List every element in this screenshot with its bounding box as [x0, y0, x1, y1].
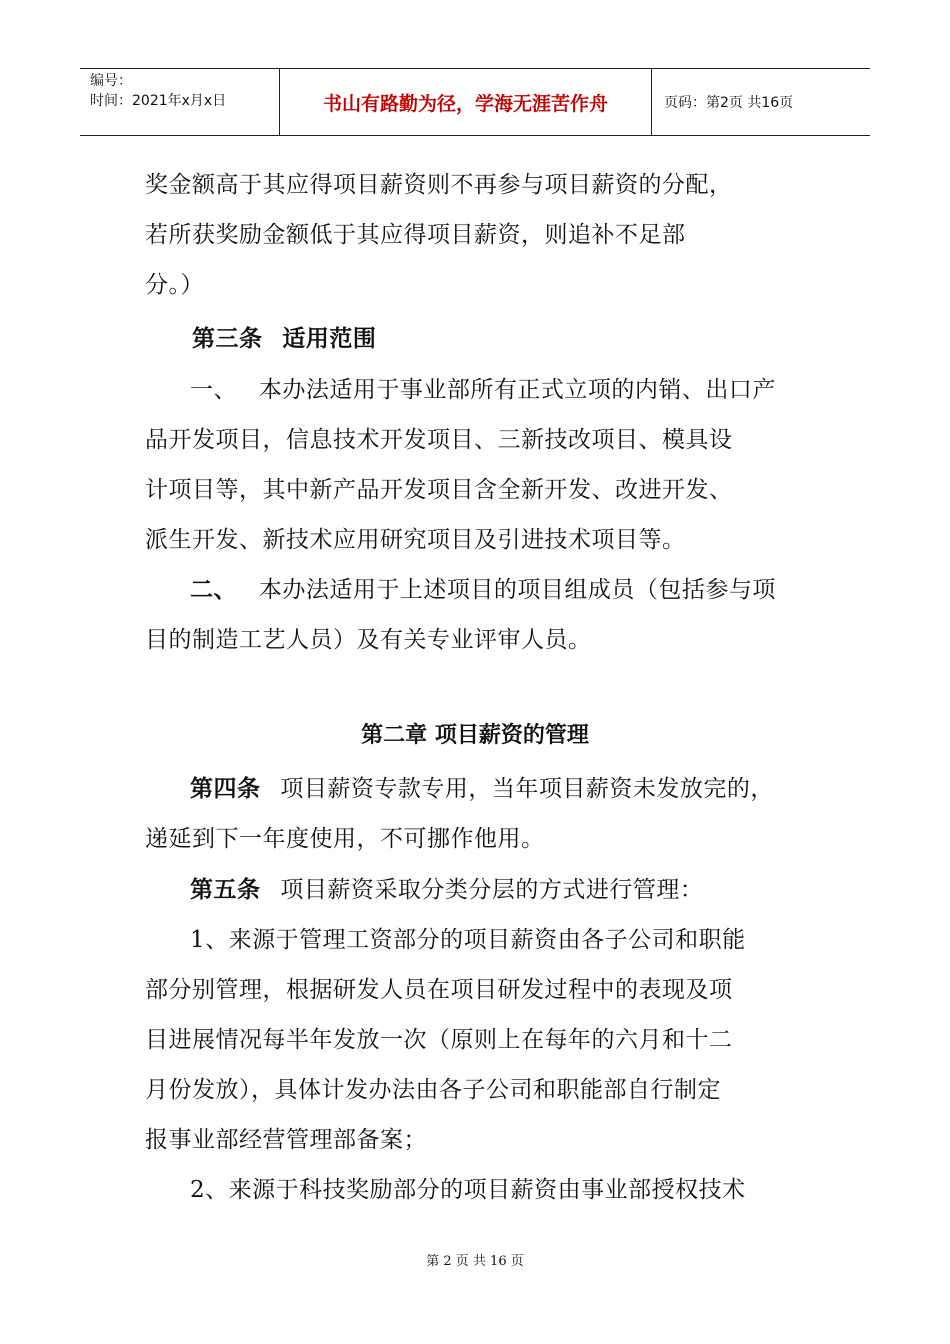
paragraph-2-first-line: [190, 571, 776, 604]
body-line: 派生开发、新技术应用研究项目及引进技术项目等。: [145, 527, 686, 553]
article-3-heading: [192, 320, 376, 353]
body-line: 项目薪资采取分类分层的方式进行管理：: [280, 877, 704, 903]
body-line: 目进展情况每半年发放一次（原则上在每年的六月和十二: [145, 1027, 733, 1053]
body-line: 递延到下一年度使用，不可挪作他用。: [145, 826, 545, 852]
header-meta: [80, 69, 280, 135]
paragraph-1-first-line: [190, 371, 776, 404]
body-line: 本办法适用于事业部所有正式立项的内销、出口产: [258, 377, 776, 403]
body-line: 分。）: [145, 272, 204, 298]
paragraph-2-marker: 二、: [190, 577, 237, 603]
body-line: 目的制造工艺人员）及有关专业评审人员。: [145, 627, 592, 653]
article-4-first-line: [190, 770, 774, 803]
article-5-first-line: [190, 871, 703, 904]
body-line: 若所获奖励金额低于其应得项目薪资，则追补不足部: [145, 222, 686, 248]
body-line: 品开发项目，信息技术开发项目、三新技改项目、模具设: [145, 427, 733, 453]
article-3-label: 第三条: [192, 326, 263, 352]
header-motto: 书山有路勤为径，学海无涯苦作舟: [280, 69, 652, 135]
body-line: 奖金额高于其应得项目薪资则不再参与项目薪资的分配，: [145, 172, 733, 198]
chapter-2-heading: 第二章 项目薪资的管理: [361, 723, 589, 748]
document-header: [80, 68, 870, 136]
article-4-label: 第四条: [190, 776, 261, 802]
page-footer: 第 2 页 共 16 页: [426, 1254, 524, 1269]
body-line: 报事业部经营管理部备案；: [145, 1127, 427, 1153]
body-line: 项目薪资专款专用，当年项目薪资未发放完的，: [280, 776, 774, 802]
body-line: 月份发放），具体计发办法由各子公司和职能部自行制定: [145, 1077, 721, 1103]
body-line: 2、来源于科技奖励部分的项目薪资由事业部授权技术: [190, 1177, 746, 1203]
number-label: 编号：: [90, 73, 132, 89]
body-line: 计项目等，其中新产品开发项目含全新开发、改进开发、: [145, 477, 733, 503]
time-label: 时间：2021年x月x日: [90, 93, 227, 109]
paragraph-1-marker: 一、: [190, 377, 237, 403]
body-line: 1、来源于管理工资部分的项目薪资由各子公司和职能: [190, 927, 746, 953]
body-line: 本办法适用于上述项目的项目组成员（包括参与项: [258, 577, 776, 603]
body-line: 部分别管理，根据研发人员在项目研发过程中的表现及项: [145, 977, 733, 1003]
header-page-info: 页码：第2页 共16页: [664, 95, 794, 111]
article-3-title: 适用范围: [282, 326, 377, 352]
article-5-label: 第五条: [190, 877, 261, 903]
